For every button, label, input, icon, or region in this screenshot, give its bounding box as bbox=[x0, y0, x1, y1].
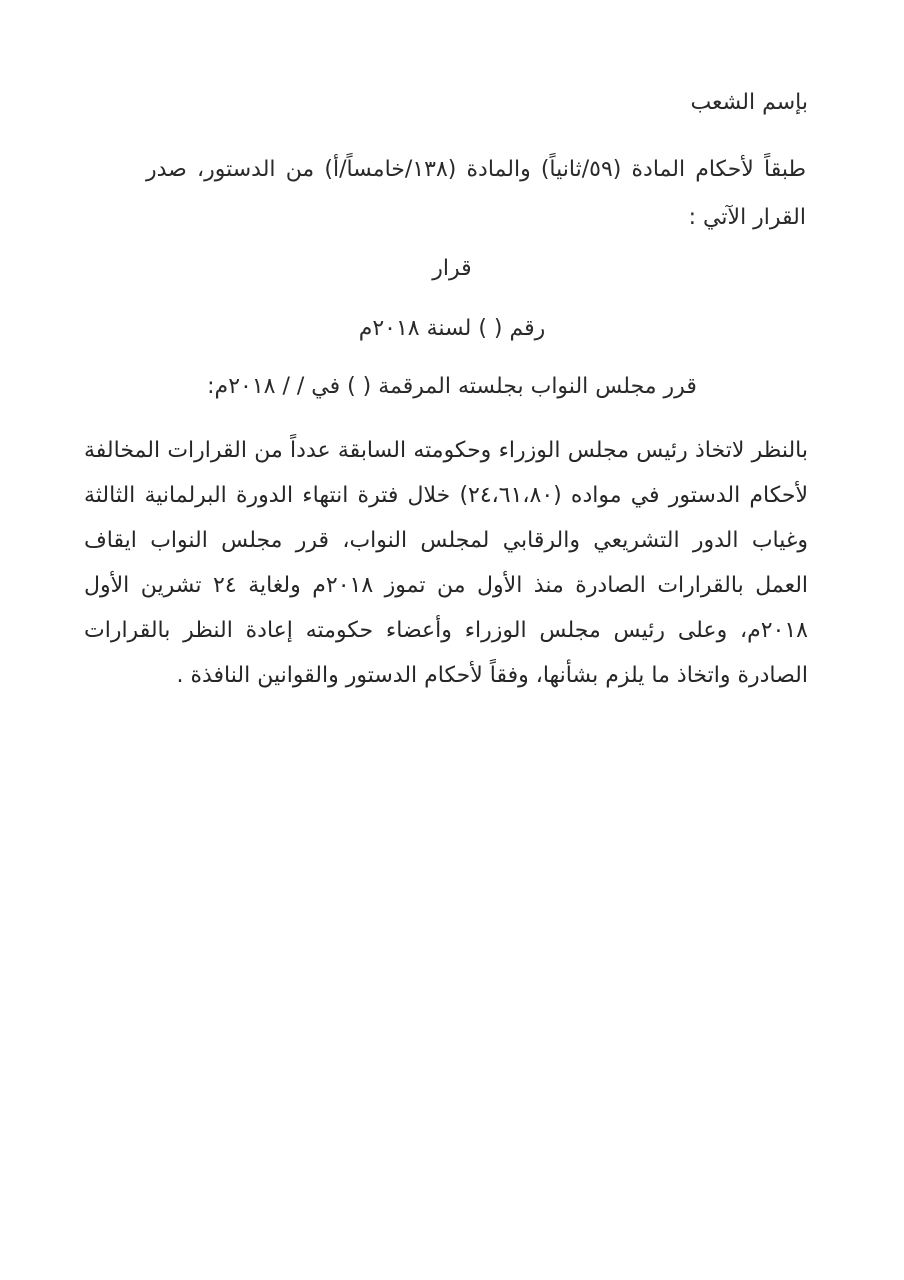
session-line: قرر مجلس النواب بجلسته المرقمة ( ) في / / ٢٠١٨م: bbox=[207, 374, 697, 399]
decision-title: قرار bbox=[432, 256, 472, 281]
salutation: بإسم الشعب bbox=[690, 90, 808, 115]
body-paragraph: بالنظر لاتخاذ رئيس مجلس الوزراء وحكومته السابقة عدداً من القرارات المخالفة لأحكام الدستور في مواده (٢٤،٦١،٨٠) خلال فترة انتهاء الدورة البرلمانية الثالثة وغياب الدور التشريعي والرقابي لمجلس النواب، قرر مجلس النواب ايقاف العمل بالقرارات الصادرة منذ الأول من تموز ٢٠١٨م ولغاية ٢٤ تشرين الأول ٢٠١٨م، وعلى رئيس مجلس الوزراء وأعضاء حكومته إعادة النظر بالقرارات الصادرة واتخاذ ما يلزم بشأنها، وفقاً لأحكام الدستور والقوانين النافذة . bbox=[84, 438, 809, 688]
intro-paragraph: طبقاً لأحكام المادة (٥٩/ثانياً) والمادة (١٣٨/خامساً/أ) من الدستور، صدر القرار الآتي : bbox=[146, 157, 806, 230]
decision-number: رقم ( ) لسنة ٢٠١٨م bbox=[358, 316, 546, 341]
